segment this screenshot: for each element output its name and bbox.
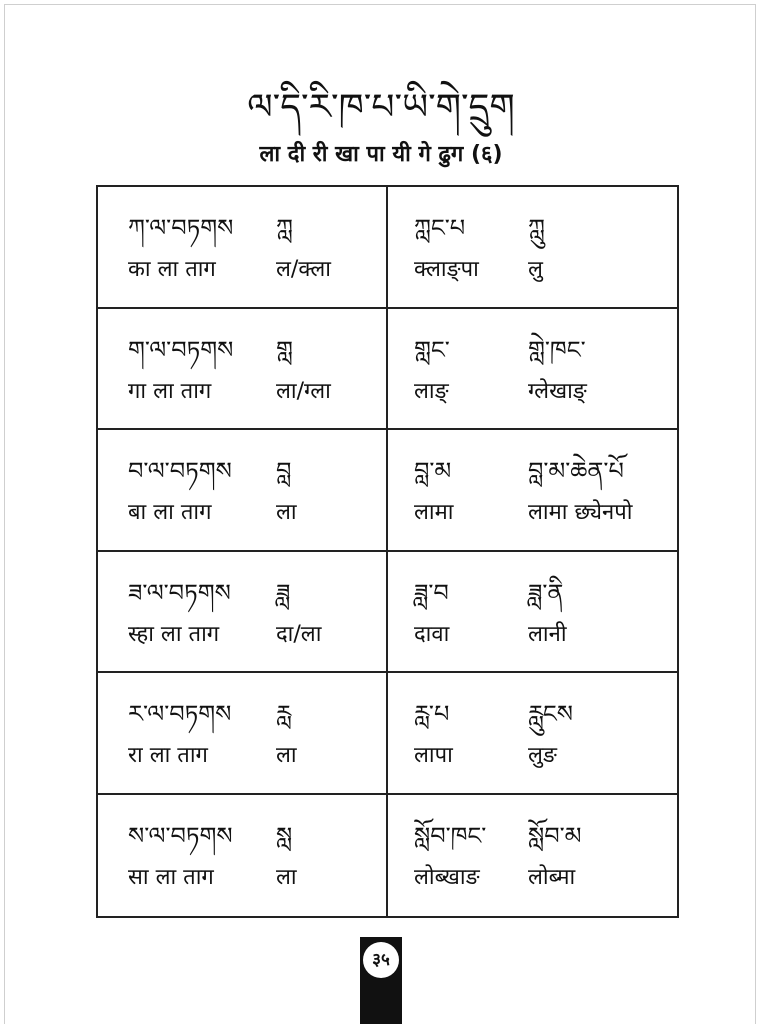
devanagari-example-word: दावा: [414, 621, 450, 647]
table-cell-right: [388, 430, 677, 552]
devanagari-pronunciation: ला: [276, 864, 297, 890]
tibetan-example-word: ཟླ་ནི: [528, 578, 564, 607]
page-title-tibetan: ལ་དི་རི་ཁ་པ་ཡི་གེ་དྲུག: [247, 87, 515, 128]
tibetan-example-word: བླ་མ: [414, 457, 452, 485]
devanagari-pronunciation: ला: [276, 743, 297, 768]
devanagari-pronunciation: ला: [276, 500, 297, 525]
tibetan-example-word: ཀླང་པ: [414, 214, 466, 242]
tibetan-stacked-letter: སླ: [276, 821, 293, 850]
tibetan-stacked-letter: ཀླ: [276, 214, 293, 242]
devanagari-example-word: लाङ्: [414, 378, 449, 404]
devanagari-letter-name: सा ला ताग: [128, 864, 214, 890]
table-cell-left: [98, 309, 388, 431]
tibetan-letter-name: ར་ལ་བཏགས: [128, 700, 232, 728]
table-cell-right: [388, 795, 677, 917]
table-cell-right: [388, 552, 677, 674]
tibetan-letter-name: ཀ་ལ་བཏགས: [128, 214, 234, 242]
devanagari-letter-name: स्हा ला ताग: [128, 621, 220, 647]
table-cell-left: [98, 795, 388, 917]
devanagari-example-word: क्लाङ्पा: [414, 257, 479, 282]
table-cell-left: [98, 673, 388, 795]
devanagari-pronunciation: दा/ला: [276, 621, 322, 647]
page-number: ३५: [363, 942, 399, 978]
devanagari-example-word: लापा: [414, 743, 453, 768]
devanagari-example-word: लामा: [414, 500, 454, 525]
tibetan-stacked-letter: རླ: [276, 700, 291, 728]
tibetan-letter-name: ག་ལ་བཏགས: [128, 335, 234, 364]
devanagari-example-word: लोब्मा: [528, 864, 576, 890]
page-title-devanagari: ला दी री खा पा यी गे ढुग (६): [259, 142, 503, 167]
table-cell-right: [388, 673, 677, 795]
devanagari-example-word: लामा छ्येनपो: [528, 500, 633, 525]
tibetan-example-word: སློབ་མ: [528, 821, 582, 850]
tibetan-example-word: ཟླ་བ: [414, 578, 449, 607]
tibetan-example-word: གླང་: [414, 335, 450, 364]
tibetan-example-word: སློབ་ཁང་: [414, 821, 487, 850]
table-cell-right: [388, 187, 677, 309]
tibetan-stacked-letter: ཟླ: [276, 578, 291, 607]
table-cell-left: [98, 430, 388, 552]
tibetan-letter-name: ས་ལ་བཏགས: [128, 821, 233, 850]
devanagari-example-word: ग्लेखाङ्: [528, 378, 587, 404]
tibetan-example-word: གླེ་ཁང་: [528, 335, 586, 364]
lesson-table: [96, 185, 679, 918]
tibetan-example-word: ཀླུ: [528, 214, 545, 242]
devanagari-example-word: लुङ: [528, 743, 557, 768]
table-cell-right: [388, 309, 677, 431]
tibetan-example-word: བླ་མ་ཆེན་པོ: [528, 457, 624, 485]
tibetan-stacked-letter: བླ: [276, 457, 292, 485]
devanagari-example-word: लानी: [528, 621, 567, 647]
tibetan-letter-name: བ་ལ་བཏགས: [128, 457, 232, 485]
devanagari-letter-name: रा ला ताग: [128, 743, 208, 768]
tibetan-example-word: རླ་པ: [414, 700, 450, 728]
devanagari-example-word: लोब्खाङ: [414, 864, 480, 890]
devanagari-letter-name: बा ला ताग: [128, 500, 212, 525]
tibetan-stacked-letter: གླ: [276, 335, 293, 364]
table-cell-left: [98, 552, 388, 674]
devanagari-pronunciation: ल/क्ला: [276, 257, 331, 282]
table-cell-left: [98, 187, 388, 309]
devanagari-pronunciation: ला/ग्ला: [276, 378, 331, 404]
tibetan-letter-name: ཟ་ལ་བཏགས: [128, 578, 231, 607]
devanagari-letter-name: गा ला ताग: [128, 378, 212, 404]
devanagari-example-word: लु: [528, 257, 543, 282]
devanagari-letter-name: का ला ताग: [128, 257, 216, 282]
tibetan-example-word: རླུངས: [528, 700, 573, 728]
